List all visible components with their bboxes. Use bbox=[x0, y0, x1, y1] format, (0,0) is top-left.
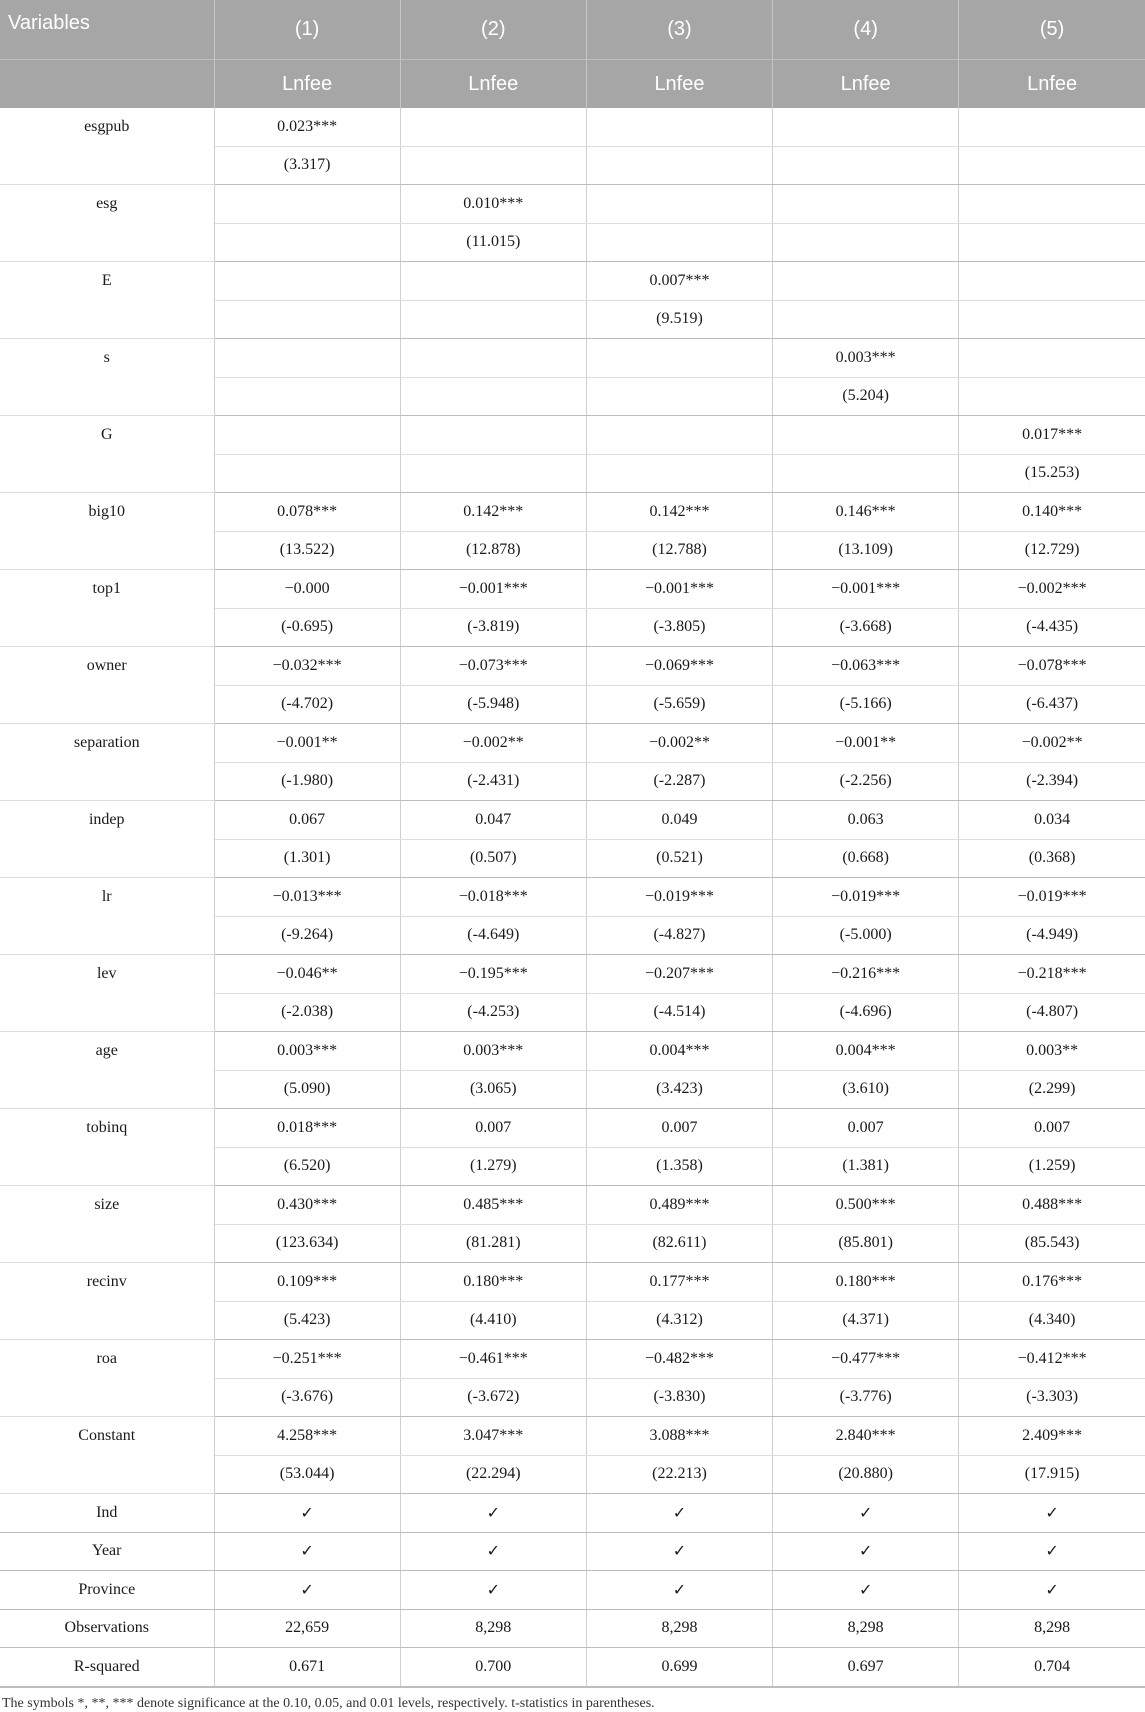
coefficient-cell: 0.007 bbox=[959, 1109, 1145, 1148]
coefficient-cell: −0.078*** bbox=[959, 647, 1145, 686]
variable-name: tobinq bbox=[0, 1109, 214, 1186]
coefficient-cell: 0.489*** bbox=[586, 1186, 772, 1225]
summary-value-cell: ✓ bbox=[773, 1571, 959, 1610]
variable-name: lev bbox=[0, 955, 214, 1032]
t-statistic-cell: (-6.437) bbox=[959, 685, 1145, 724]
summary-label: Ind bbox=[0, 1494, 214, 1533]
t-statistic-cell: (4.340) bbox=[959, 1301, 1145, 1340]
summary-value-cell: 8,298 bbox=[959, 1609, 1145, 1648]
t-statistic-cell: (0.507) bbox=[400, 839, 586, 878]
coefficient-cell: 0.003** bbox=[959, 1032, 1145, 1071]
t-statistic-cell: (-5.000) bbox=[773, 916, 959, 955]
coefficient-row bbox=[0, 1109, 1145, 1148]
t-statistic-cell: (0.668) bbox=[773, 839, 959, 878]
t-statistic-cell: (4.410) bbox=[400, 1301, 586, 1340]
t-statistic-cell: (4.312) bbox=[586, 1301, 772, 1340]
variable-name: recinv bbox=[0, 1263, 214, 1340]
t-statistic-cell: (0.521) bbox=[586, 839, 772, 878]
coefficient-cell: −0.001** bbox=[773, 724, 959, 763]
summary-row bbox=[0, 1609, 1145, 1648]
t-statistic-cell bbox=[400, 300, 586, 339]
coefficient-cell: −0.032*** bbox=[214, 647, 400, 686]
summary-value-cell: 8,298 bbox=[586, 1609, 772, 1648]
coefficient-cell bbox=[959, 108, 1145, 146]
coefficient-cell: 0.007 bbox=[400, 1109, 586, 1148]
coefficient-row bbox=[0, 416, 1145, 455]
coefficient-cell: 0.003*** bbox=[214, 1032, 400, 1071]
summary-row bbox=[0, 1648, 1145, 1687]
summary-value-cell: ✓ bbox=[400, 1571, 586, 1610]
summary-value-cell: ✓ bbox=[400, 1494, 586, 1533]
coefficient-cell: 0.003*** bbox=[773, 339, 959, 378]
t-statistic-cell bbox=[214, 454, 400, 493]
variable-name: size bbox=[0, 1186, 214, 1263]
coefficient-cell: −0.019*** bbox=[959, 878, 1145, 917]
variable-name: Constant bbox=[0, 1417, 214, 1494]
t-statistic-cell: (-3.672) bbox=[400, 1378, 586, 1417]
header-row-dependent bbox=[0, 60, 1145, 109]
t-statistic-cell: (9.519) bbox=[586, 300, 772, 339]
coefficient-cell: −0.000 bbox=[214, 570, 400, 609]
coefficient-cell: 0.023*** bbox=[214, 108, 400, 146]
t-statistic-cell: (4.371) bbox=[773, 1301, 959, 1340]
column-header: (4) bbox=[773, 0, 959, 60]
t-statistic-cell: (-4.514) bbox=[586, 993, 772, 1032]
summary-value-cell: 0.671 bbox=[214, 1648, 400, 1687]
coefficient-cell: −0.195*** bbox=[400, 955, 586, 994]
t-statistic-cell: (53.044) bbox=[214, 1455, 400, 1494]
variable-name: separation bbox=[0, 724, 214, 801]
coefficient-cell: 0.430*** bbox=[214, 1186, 400, 1225]
coefficient-row bbox=[0, 801, 1145, 840]
coefficient-cell: −0.001** bbox=[214, 724, 400, 763]
t-statistic-cell: (-5.166) bbox=[773, 685, 959, 724]
coefficient-row bbox=[0, 647, 1145, 686]
coefficient-cell: −0.216*** bbox=[773, 955, 959, 994]
t-statistic-cell bbox=[400, 146, 586, 185]
dependent-variable-header: Lnfee bbox=[400, 60, 586, 109]
t-statistic-cell bbox=[773, 146, 959, 185]
t-statistic-cell bbox=[959, 146, 1145, 185]
t-statistic-cell bbox=[959, 223, 1145, 262]
coefficient-cell bbox=[214, 339, 400, 378]
t-statistic-cell bbox=[400, 454, 586, 493]
t-statistic-cell: (-2.431) bbox=[400, 762, 586, 801]
t-statistic-cell: (-1.980) bbox=[214, 762, 400, 801]
coefficient-row bbox=[0, 108, 1145, 146]
t-statistic-cell: (-4.253) bbox=[400, 993, 586, 1032]
summary-value-cell: ✓ bbox=[214, 1571, 400, 1610]
t-statistic-cell: (5.090) bbox=[214, 1070, 400, 1109]
summary-value-cell: 0.699 bbox=[586, 1648, 772, 1687]
t-statistic-cell: (12.788) bbox=[586, 531, 772, 570]
summary-value-cell: 22,659 bbox=[214, 1609, 400, 1648]
summary-value-cell: ✓ bbox=[586, 1494, 772, 1533]
coefficient-cell: −0.046** bbox=[214, 955, 400, 994]
coefficient-cell: 0.017*** bbox=[959, 416, 1145, 455]
t-statistic-cell bbox=[959, 377, 1145, 416]
t-statistic-cell: (6.520) bbox=[214, 1147, 400, 1186]
coefficient-cell bbox=[214, 185, 400, 224]
t-statistic-cell: (5.423) bbox=[214, 1301, 400, 1340]
t-statistic-cell: (-3.303) bbox=[959, 1378, 1145, 1417]
t-statistic-cell: (-2.287) bbox=[586, 762, 772, 801]
t-statistic-cell: (11.015) bbox=[400, 223, 586, 262]
coefficient-cell: 0.177*** bbox=[586, 1263, 772, 1302]
coefficient-cell: 0.047 bbox=[400, 801, 586, 840]
variable-name: indep bbox=[0, 801, 214, 878]
coefficient-row bbox=[0, 724, 1145, 763]
t-statistic-cell: (-4.435) bbox=[959, 608, 1145, 647]
variable-name: esg bbox=[0, 185, 214, 262]
coefficient-cell: 0.146*** bbox=[773, 493, 959, 532]
t-statistic-cell: (-5.948) bbox=[400, 685, 586, 724]
variable-name: s bbox=[0, 339, 214, 416]
summary-row bbox=[0, 1571, 1145, 1610]
coefficient-cell: 3.047*** bbox=[400, 1417, 586, 1456]
t-statistic-cell bbox=[214, 300, 400, 339]
t-statistic-cell: (-4.696) bbox=[773, 993, 959, 1032]
summary-value-cell: ✓ bbox=[959, 1494, 1145, 1533]
coefficient-cell bbox=[586, 416, 772, 455]
summary-value-cell: 0.704 bbox=[959, 1648, 1145, 1687]
coefficient-cell bbox=[586, 339, 772, 378]
t-statistic-cell bbox=[586, 223, 772, 262]
coefficient-cell: 3.088*** bbox=[586, 1417, 772, 1456]
coefficient-cell bbox=[959, 339, 1145, 378]
coefficient-cell bbox=[773, 262, 959, 301]
coefficient-row bbox=[0, 1263, 1145, 1302]
coefficient-cell: −0.002** bbox=[400, 724, 586, 763]
t-statistic-cell bbox=[214, 223, 400, 262]
summary-value-cell: ✓ bbox=[586, 1571, 772, 1610]
coefficient-cell: 0.007 bbox=[773, 1109, 959, 1148]
coefficient-row bbox=[0, 955, 1145, 994]
coefficient-cell bbox=[959, 262, 1145, 301]
t-statistic-cell: (-4.702) bbox=[214, 685, 400, 724]
coefficient-row bbox=[0, 1032, 1145, 1071]
summary-value-cell: ✓ bbox=[214, 1494, 400, 1533]
summary-label: Observations bbox=[0, 1609, 214, 1648]
column-header: (3) bbox=[586, 0, 772, 60]
coefficient-cell: 2.409*** bbox=[959, 1417, 1145, 1456]
t-statistic-cell: (5.204) bbox=[773, 377, 959, 416]
t-statistic-cell: (-3.805) bbox=[586, 608, 772, 647]
t-statistic-cell: (-4.949) bbox=[959, 916, 1145, 955]
coefficient-cell: −0.207*** bbox=[586, 955, 772, 994]
t-statistic-cell: (-3.819) bbox=[400, 608, 586, 647]
t-statistic-cell: (-5.659) bbox=[586, 685, 772, 724]
t-statistic-cell: (13.522) bbox=[214, 531, 400, 570]
coefficient-row bbox=[0, 1340, 1145, 1379]
variable-name: age bbox=[0, 1032, 214, 1109]
coefficient-cell: −0.482*** bbox=[586, 1340, 772, 1379]
t-statistic-cell: (-2.256) bbox=[773, 762, 959, 801]
coefficient-row bbox=[0, 1186, 1145, 1225]
coefficient-cell: 0.004*** bbox=[773, 1032, 959, 1071]
coefficient-cell: 0.485*** bbox=[400, 1186, 586, 1225]
coefficient-cell: −0.001*** bbox=[773, 570, 959, 609]
t-statistic-cell: (-4.807) bbox=[959, 993, 1145, 1032]
variable-name: esgpub bbox=[0, 108, 214, 185]
coefficient-cell bbox=[400, 416, 586, 455]
t-statistic-cell: (1.259) bbox=[959, 1147, 1145, 1186]
t-statistic-cell bbox=[773, 223, 959, 262]
coefficient-row bbox=[0, 262, 1145, 301]
coefficient-cell bbox=[214, 262, 400, 301]
t-statistic-cell: (3.610) bbox=[773, 1070, 959, 1109]
coefficient-cell: 0.109*** bbox=[214, 1263, 400, 1302]
t-statistic-cell: (22.213) bbox=[586, 1455, 772, 1494]
coefficient-cell bbox=[773, 416, 959, 455]
coefficient-cell: 0.142*** bbox=[586, 493, 772, 532]
summary-value-cell: 8,298 bbox=[400, 1609, 586, 1648]
column-header: (5) bbox=[959, 0, 1145, 60]
t-statistic-cell: (-3.676) bbox=[214, 1378, 400, 1417]
summary-row bbox=[0, 1532, 1145, 1571]
coefficient-cell: 0.180*** bbox=[773, 1263, 959, 1302]
t-statistic-cell bbox=[773, 300, 959, 339]
coefficient-cell: −0.477*** bbox=[773, 1340, 959, 1379]
t-statistic-cell: (82.611) bbox=[586, 1224, 772, 1263]
t-statistic-cell bbox=[214, 377, 400, 416]
coefficient-cell: 0.488*** bbox=[959, 1186, 1145, 1225]
summary-value-cell: ✓ bbox=[773, 1532, 959, 1571]
dependent-variable-header: Lnfee bbox=[959, 60, 1145, 109]
coefficient-cell: 0.142*** bbox=[400, 493, 586, 532]
summary-value-cell: ✓ bbox=[586, 1532, 772, 1571]
coefficient-row bbox=[0, 570, 1145, 609]
coefficient-row bbox=[0, 339, 1145, 378]
coefficient-cell: −0.063*** bbox=[773, 647, 959, 686]
variable-name: big10 bbox=[0, 493, 214, 570]
coefficient-cell: 0.078*** bbox=[214, 493, 400, 532]
t-statistic-cell bbox=[773, 454, 959, 493]
coefficient-row bbox=[0, 878, 1145, 917]
coefficient-cell bbox=[773, 185, 959, 224]
t-statistic-cell bbox=[586, 146, 772, 185]
summary-value-cell: ✓ bbox=[214, 1532, 400, 1571]
t-statistic-cell: (3.423) bbox=[586, 1070, 772, 1109]
t-statistic-cell bbox=[400, 377, 586, 416]
t-statistic-cell: (123.634) bbox=[214, 1224, 400, 1263]
summary-label: R-squared bbox=[0, 1648, 214, 1687]
coefficient-cell bbox=[400, 108, 586, 146]
t-statistic-cell: (12.729) bbox=[959, 531, 1145, 570]
t-statistic-cell: (-3.830) bbox=[586, 1378, 772, 1417]
coefficient-cell: −0.002** bbox=[586, 724, 772, 763]
coefficient-cell: −0.019*** bbox=[586, 878, 772, 917]
t-statistic-cell: (-3.668) bbox=[773, 608, 959, 647]
t-statistic-cell: (-4.827) bbox=[586, 916, 772, 955]
coefficient-cell: 4.258*** bbox=[214, 1417, 400, 1456]
dependent-variable-header: Lnfee bbox=[586, 60, 772, 109]
column-header: (2) bbox=[400, 0, 586, 60]
coefficient-cell bbox=[586, 185, 772, 224]
coefficient-cell: 0.034 bbox=[959, 801, 1145, 840]
t-statistic-cell: (1.358) bbox=[586, 1147, 772, 1186]
summary-value-cell: ✓ bbox=[959, 1571, 1145, 1610]
coefficient-cell bbox=[959, 185, 1145, 224]
variable-name: G bbox=[0, 416, 214, 493]
variable-name: top1 bbox=[0, 570, 214, 647]
t-statistic-cell: (-9.264) bbox=[214, 916, 400, 955]
t-statistic-cell: (2.299) bbox=[959, 1070, 1145, 1109]
summary-value-cell: 8,298 bbox=[773, 1609, 959, 1648]
coefficient-cell bbox=[586, 108, 772, 146]
summary-value-cell: ✓ bbox=[400, 1532, 586, 1571]
table-body bbox=[0, 108, 1145, 1686]
coefficient-cell: 0.180*** bbox=[400, 1263, 586, 1302]
summary-label: Province bbox=[0, 1571, 214, 1610]
coefficient-cell: −0.001*** bbox=[586, 570, 772, 609]
header-blank-cell bbox=[0, 60, 214, 109]
coefficient-cell: 0.018*** bbox=[214, 1109, 400, 1148]
t-statistic-cell: (-4.649) bbox=[400, 916, 586, 955]
t-statistic-cell: (22.294) bbox=[400, 1455, 586, 1494]
coefficient-cell: 0.007 bbox=[586, 1109, 772, 1148]
t-statistic-cell: (13.109) bbox=[773, 531, 959, 570]
t-statistic-cell: (17.915) bbox=[959, 1455, 1145, 1494]
coefficient-cell: −0.002*** bbox=[959, 570, 1145, 609]
summary-value-cell: ✓ bbox=[773, 1494, 959, 1533]
coefficient-cell bbox=[773, 108, 959, 146]
coefficient-cell: −0.461*** bbox=[400, 1340, 586, 1379]
t-statistic-cell: (85.543) bbox=[959, 1224, 1145, 1263]
dependent-variable-header: Lnfee bbox=[773, 60, 959, 109]
column-header: (1) bbox=[214, 0, 400, 60]
coefficient-cell: −0.019*** bbox=[773, 878, 959, 917]
coefficient-row bbox=[0, 493, 1145, 532]
coefficient-cell bbox=[400, 339, 586, 378]
t-statistic-cell bbox=[959, 300, 1145, 339]
coefficient-cell: 0.010*** bbox=[400, 185, 586, 224]
coefficient-cell: 0.063 bbox=[773, 801, 959, 840]
coefficient-cell: −0.251*** bbox=[214, 1340, 400, 1379]
summary-row bbox=[0, 1494, 1145, 1533]
summary-label: Year bbox=[0, 1532, 214, 1571]
coefficient-cell: 0.140*** bbox=[959, 493, 1145, 532]
coefficient-cell: 0.004*** bbox=[586, 1032, 772, 1071]
table-footnote: The symbols *, **, *** denote significance at the 0.10, 0.05, and 0.01 levels, respectively. t-statistics in parentheses. bbox=[0, 1687, 1145, 1712]
coefficient-cell: −0.069*** bbox=[586, 647, 772, 686]
coefficient-cell: 0.003*** bbox=[400, 1032, 586, 1071]
header-row-columns bbox=[0, 0, 1145, 60]
t-statistic-cell: (-0.695) bbox=[214, 608, 400, 647]
coefficient-cell: 0.049 bbox=[586, 801, 772, 840]
t-statistic-cell: (3.065) bbox=[400, 1070, 586, 1109]
coefficient-cell: −0.013*** bbox=[214, 878, 400, 917]
t-statistic-cell: (3.317) bbox=[214, 146, 400, 185]
coefficient-row bbox=[0, 185, 1145, 224]
t-statistic-cell: (1.279) bbox=[400, 1147, 586, 1186]
coefficient-cell: 0.067 bbox=[214, 801, 400, 840]
coefficient-cell: −0.001*** bbox=[400, 570, 586, 609]
t-statistic-cell: (15.253) bbox=[959, 454, 1145, 493]
coefficient-cell: −0.002** bbox=[959, 724, 1145, 763]
variables-header: Variables bbox=[0, 0, 214, 60]
t-statistic-cell: (85.801) bbox=[773, 1224, 959, 1263]
coefficient-cell: −0.073*** bbox=[400, 647, 586, 686]
t-statistic-cell: (0.368) bbox=[959, 839, 1145, 878]
coefficient-cell bbox=[400, 262, 586, 301]
summary-value-cell: ✓ bbox=[959, 1532, 1145, 1571]
t-statistic-cell: (81.281) bbox=[400, 1224, 586, 1263]
summary-value-cell: 0.697 bbox=[773, 1648, 959, 1687]
coefficient-cell: 0.007*** bbox=[586, 262, 772, 301]
coefficient-cell: 0.176*** bbox=[959, 1263, 1145, 1302]
coefficient-cell: −0.018*** bbox=[400, 878, 586, 917]
summary-value-cell: 0.700 bbox=[400, 1648, 586, 1687]
t-statistic-cell: (20.880) bbox=[773, 1455, 959, 1494]
variable-name: owner bbox=[0, 647, 214, 724]
t-statistic-cell: (1.381) bbox=[773, 1147, 959, 1186]
coefficient-row bbox=[0, 1417, 1145, 1456]
t-statistic-cell: (-3.776) bbox=[773, 1378, 959, 1417]
t-statistic-cell: (12.878) bbox=[400, 531, 586, 570]
t-statistic-cell: (-2.394) bbox=[959, 762, 1145, 801]
coefficient-cell bbox=[214, 416, 400, 455]
coefficient-cell: −0.218*** bbox=[959, 955, 1145, 994]
dependent-variable-header: Lnfee bbox=[214, 60, 400, 109]
t-statistic-cell: (-2.038) bbox=[214, 993, 400, 1032]
table-header bbox=[0, 0, 1145, 108]
variable-name: roa bbox=[0, 1340, 214, 1417]
t-statistic-cell: (1.301) bbox=[214, 839, 400, 878]
variable-name: E bbox=[0, 262, 214, 339]
coefficient-cell: −0.412*** bbox=[959, 1340, 1145, 1379]
t-statistic-cell bbox=[586, 377, 772, 416]
variable-name: lr bbox=[0, 878, 214, 955]
coefficient-cell: 2.840*** bbox=[773, 1417, 959, 1456]
t-statistic-cell bbox=[586, 454, 772, 493]
coefficient-cell: 0.500*** bbox=[773, 1186, 959, 1225]
